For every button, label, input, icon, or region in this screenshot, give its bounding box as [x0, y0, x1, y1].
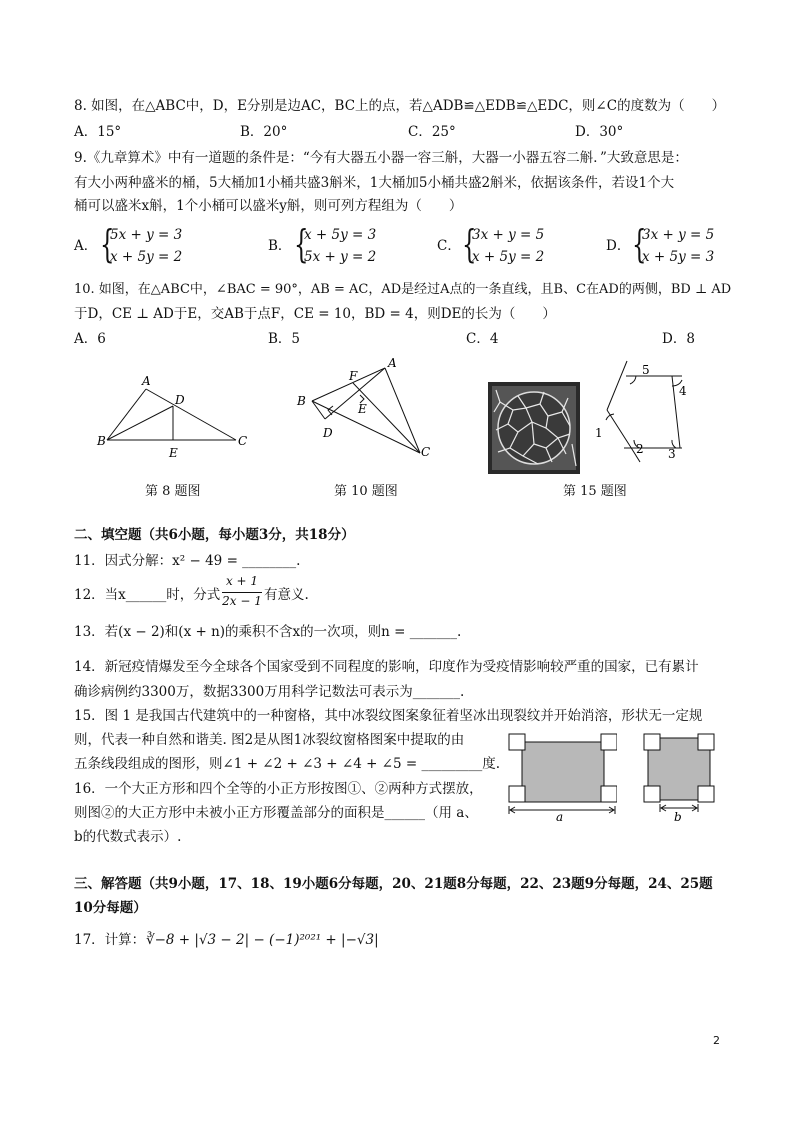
figure-8-caption: 第 8 题图 — [145, 484, 201, 499]
label-b: B — [297, 394, 306, 408]
figure-15-caption: 第 15 题图 — [563, 484, 627, 499]
eq2: x + 5y = 2 — [472, 249, 545, 265]
eq1: x + 5y = 3 — [304, 227, 377, 243]
angle-1-label: 1 — [595, 426, 603, 440]
label-e: E — [358, 402, 367, 416]
label-a: A — [388, 356, 397, 370]
q8-stem: 8. 如图，在△ABC中，D，E分别是边AC，BC上的点，若△ADB≌△EDB≌△EDC，则∠C的度数为（ ） — [74, 98, 726, 114]
eq2: 5x + y = 2 — [304, 249, 377, 265]
label-a: a — [556, 810, 564, 822]
figure-10-diagram — [290, 355, 450, 465]
q10-option-c: C．4 — [466, 331, 499, 347]
figure-15-angles-diagram — [592, 358, 702, 463]
angle-4-label: 4 — [679, 384, 687, 398]
brace-icon: { — [294, 222, 309, 266]
angle-3-label: 3 — [668, 447, 676, 461]
brace-icon: { — [100, 222, 115, 266]
brace-icon: { — [462, 222, 477, 266]
label-c: C — [421, 445, 431, 459]
label-d: D — [175, 393, 185, 407]
figure-16-diagram-1 — [505, 730, 617, 822]
label-b: B — [97, 434, 106, 448]
figure-8-diagram — [90, 370, 260, 465]
q10-option-a: A．6 — [74, 331, 106, 347]
q12-denominator: 2x − 1 — [222, 594, 262, 608]
q12-suffix: 有意义. — [264, 587, 309, 603]
eq1: 5x + y = 3 — [110, 227, 183, 243]
q8-option-c: C．25° — [408, 124, 456, 140]
page-number: 2 — [713, 1034, 720, 1047]
figure-15-window-image — [488, 382, 580, 474]
option-label: B． — [268, 238, 292, 254]
q9-line1: 9.《九章算术》中有一道题的条件是：“今有大器五小器一容三斛，大器一小器五容二斛．”大致意思是： — [74, 150, 688, 166]
q12-numerator: x + 1 — [225, 574, 259, 588]
figure-10-caption: 第 10 题图 — [334, 484, 398, 499]
label-d: D — [323, 426, 333, 440]
q17-prefix: 17．计算： — [74, 932, 146, 948]
q10-line1: 10. 如图，在△ABC中，∠BAC = 90°，AB = AC，AD是经过A点的一条直线，且B、C在AD的两侧，BD ⊥ AD — [74, 282, 732, 297]
q8-option-d: D．30° — [575, 124, 624, 140]
label-f: F — [349, 369, 358, 383]
option-label: A． — [74, 238, 98, 254]
q14-line2: 确诊病例约3300万，数据3300万用科学记数法可表示为_______. — [74, 684, 465, 700]
label-a: A — [142, 374, 151, 388]
section-2-title: 二、填空题（共6小题，每小题3分，共18分） — [74, 527, 355, 543]
q13: 13．若(x − 2)和(x + n)的乘积不含x的一次项，则n = _______. — [74, 624, 462, 640]
figure-16-diagram-2 — [640, 730, 720, 826]
q15-line2: 则，代表一种自然和谐美. 图2是从图1冰裂纹窗格图案中提取的由 — [74, 732, 465, 748]
q9-line3: 桶可以盛米x斛，1个小桶可以盛米y斛，则可列方程组为（ ） — [74, 198, 463, 214]
q10-option-b: B．5 — [268, 331, 301, 347]
section-3-title-line2: 10分每题） — [74, 900, 147, 916]
angle-5-label: 5 — [642, 363, 650, 377]
eq2: x + 5y = 3 — [642, 249, 715, 265]
q15-line3: 五条线段组成的图形，则∠1 + ∠2 + ∠3 + ∠4 + ∠5 = _________度. — [74, 756, 501, 772]
angle-2-label: 2 — [636, 442, 644, 456]
brace-icon: { — [632, 222, 647, 266]
q9-line2: 有大小两种盛米的桶，5大桶加1小桶共盛3斛米，1大桶加5小桶共盛2斛米，依据该条件，若设1个大 — [74, 175, 675, 191]
label-c: C — [238, 434, 248, 448]
q12-prefix: 12．当x______时，分式 — [74, 587, 221, 603]
q16-line3: b的代数式表示）. — [74, 829, 182, 845]
label-e: E — [169, 446, 178, 460]
option-label: D． — [606, 238, 631, 254]
q16-line2: 则图②的大正方形中未被小正方形覆盖部分的面积是______（用 a、 — [74, 805, 478, 821]
q8-option-b: B．20° — [240, 124, 288, 140]
q10-line2: 于D，CE ⊥ AD于E，交AB于点F，CE = 10，BD = 4，则DE的长为（ ） — [74, 306, 556, 322]
q10-option-d: D．8 — [662, 331, 695, 347]
q11: 11．因式分解：x² − 49 = ________. — [74, 553, 301, 569]
q14-line1: 14．新冠疫情爆发至今全球各个国家受到不同程度的影响，印度作为受疫情影响较严重的国家，已有累计 — [74, 659, 699, 675]
eq1: 3x + y = 5 — [642, 227, 715, 243]
label-b: b — [674, 810, 682, 824]
q15-line1: 15．图 1 是我国古代建筑中的一种窗格，其中冰裂纹图案象征着坚冰出现裂纹并开始消溶，形状无一定规 — [74, 708, 703, 724]
section-3-title-line1: 三、解答题（共9小题，17、18、19小题6分每题，20、21题8分每题，22、23题9分每题，24、25题 — [74, 876, 713, 892]
q8-option-a: A．15° — [74, 124, 122, 140]
eq1: 3x + y = 5 — [472, 227, 545, 243]
option-label: C． — [437, 238, 461, 254]
q17-expression: ∛−8 + |√3 − 2| − (−1)²⁰²¹ + |−√3| — [146, 932, 379, 948]
fraction-bar — [222, 592, 262, 593]
eq2: x + 5y = 2 — [110, 249, 183, 265]
q16-line1: 16．一个大正方形和四个全等的小正方形按图①、②两种方式摆放， — [74, 781, 483, 797]
